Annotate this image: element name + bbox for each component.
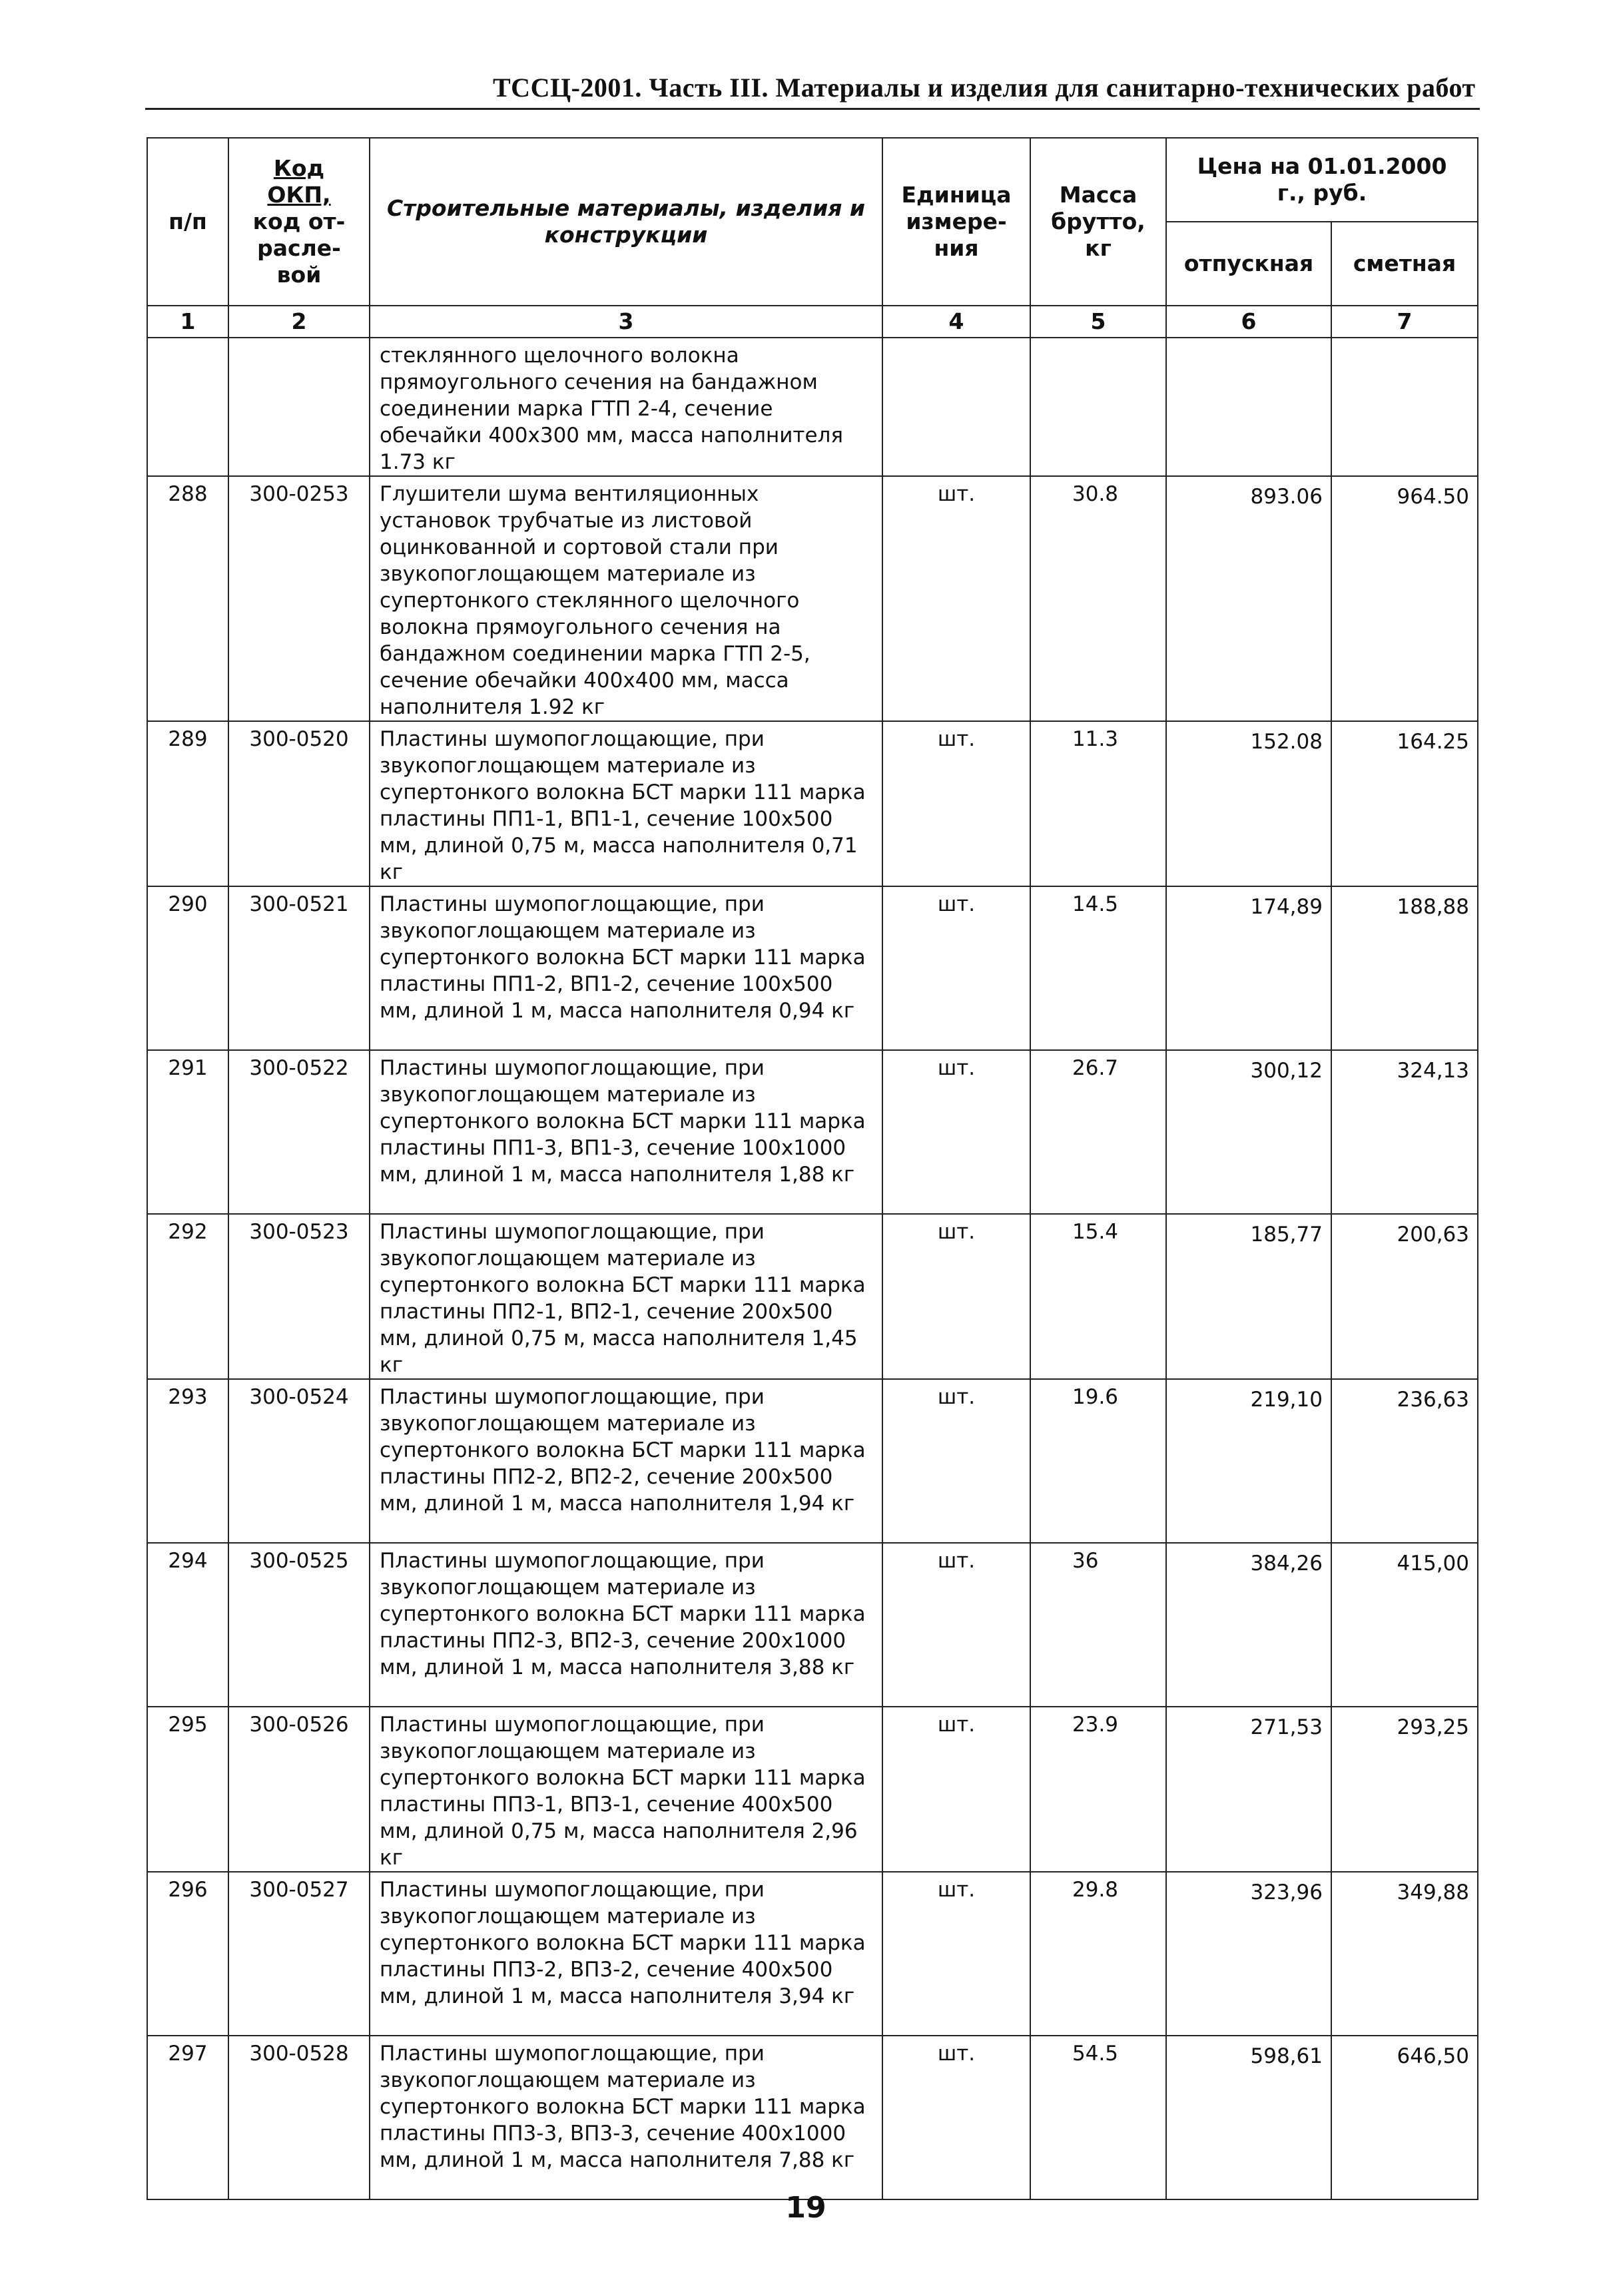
gross-mass: 11.3 bbox=[1030, 721, 1166, 886]
estimate-price: 164.25 bbox=[1331, 721, 1478, 886]
unit-of-measure: шт. bbox=[882, 1050, 1030, 1214]
column-number: 4 bbox=[882, 306, 1030, 338]
estimate-price: 200,63 bbox=[1331, 1214, 1478, 1379]
table-row bbox=[147, 1707, 1478, 1872]
okp-code: 300-0520 bbox=[228, 721, 370, 886]
release-price: 219,10 bbox=[1166, 1379, 1331, 1543]
release-price: 384,26 bbox=[1166, 1543, 1331, 1707]
column-number: 5 bbox=[1030, 306, 1166, 338]
continuation-description: стеклянного щелочного волокна прямоугольного сечения на бандажном соединении марка ГТП 2-4, сечение обечайки 400х300 мм, масса наполнителя 1.73 кг bbox=[370, 338, 882, 476]
material-description: Пластины шумопоглощающие, при звукопоглощающем материале из супертонкого волокна БСТ марки 111 марка пластины ПП3-1, ВП3-1, сечение 400х500 мм, длиной 0,75 м, масса наполнителя 2,96 кг bbox=[370, 1707, 882, 1872]
column-number: 1 bbox=[147, 306, 228, 338]
okp-code: 300-0525 bbox=[228, 1543, 370, 1707]
row-number: 293 bbox=[147, 1379, 228, 1543]
row-number: 289 bbox=[147, 721, 228, 886]
row-number: 288 bbox=[147, 476, 228, 721]
release-price: 598,61 bbox=[1166, 2036, 1331, 2199]
estimate-price: 188,88 bbox=[1331, 886, 1478, 1050]
material-description: Пластины шумопоглощающие, при звукопоглощающем материале из супертонкого волокна БСТ марки 111 марка пластины ПП1-1, ВП1-1, сечение 100х500 мм, длиной 0,75 м, масса наполнителя 0,71 кг bbox=[370, 721, 882, 886]
release-price: 271,53 bbox=[1166, 1707, 1331, 1872]
column-number: 3 bbox=[370, 306, 882, 338]
okp-code: 300-0521 bbox=[228, 886, 370, 1050]
column-number-row bbox=[147, 306, 1478, 338]
table-row bbox=[147, 886, 1478, 1050]
column-number: 6 bbox=[1166, 306, 1331, 338]
estimate-price: 646,50 bbox=[1331, 2036, 1478, 2199]
unit-of-measure: шт. bbox=[882, 1872, 1030, 2036]
table-row bbox=[147, 476, 1478, 721]
continuation-row bbox=[147, 338, 1478, 476]
unit-of-measure: шт. bbox=[882, 2036, 1030, 2199]
table-row bbox=[147, 1214, 1478, 1379]
okp-code: 300-0527 bbox=[228, 1872, 370, 2036]
okp-code: 300-0528 bbox=[228, 2036, 370, 2199]
estimate-price: 293,25 bbox=[1331, 1707, 1478, 1872]
row-number: 297 bbox=[147, 2036, 228, 2199]
unit-of-measure: шт. bbox=[882, 1543, 1030, 1707]
gross-mass: 19.6 bbox=[1030, 1379, 1166, 1543]
header-unit: Единица измере- ния bbox=[882, 138, 1030, 306]
header-price: Цена на 01.01.2000 г., руб. bbox=[1166, 138, 1478, 222]
header-row bbox=[147, 138, 1478, 222]
header-description: Строительные материалы, изделия и конструкции bbox=[370, 138, 882, 306]
header-code: Код ОКП, код от- расле- вой bbox=[228, 138, 370, 306]
okp-code: 300-0522 bbox=[228, 1050, 370, 1214]
gross-mass: 15.4 bbox=[1030, 1214, 1166, 1379]
row-number: 296 bbox=[147, 1872, 228, 2036]
column-number: 2 bbox=[228, 306, 370, 338]
material-description: Пластины шумопоглощающие, при звукопоглощающем материале из супертонкого волокна БСТ марки 111 марка пластины ПП2-3, ВП2-3, сечение 200х1000 мм, длиной 1 м, масса наполнителя 3,88 кг bbox=[370, 1543, 882, 1707]
estimate-price: 236,63 bbox=[1331, 1379, 1478, 1543]
unit-of-measure: шт. bbox=[882, 1214, 1030, 1379]
header-estimate-price: сметная bbox=[1331, 222, 1478, 306]
release-price: 174,89 bbox=[1166, 886, 1331, 1050]
table-row bbox=[147, 721, 1478, 886]
row-number: 291 bbox=[147, 1050, 228, 1214]
material-description: Пластины шумопоглощающие, при звукопоглощающем материале из супертонкого волокна БСТ марки 111 марка пластины ПП1-3, ВП1-3, сечение 100х1000 мм, длиной 1 м, масса наполнителя 1,88 кг bbox=[370, 1050, 882, 1214]
price-table bbox=[147, 137, 1478, 2200]
header-num: п/п bbox=[147, 138, 228, 306]
running-title: ТССЦ-2001. Часть III. Материалы и изделия для санитарно-технических работ bbox=[493, 73, 1476, 103]
table-row bbox=[147, 1872, 1478, 2036]
okp-code: 300-0526 bbox=[228, 1707, 370, 1872]
material-description: Пластины шумопоглощающие, при звукопоглощающем материале из супертонкого волокна БСТ марки 111 марка пластины ПП2-2, ВП2-2, сечение 200х500 мм, длиной 1 м, масса наполнителя 1,94 кг bbox=[370, 1379, 882, 1543]
gross-mass: 30.8 bbox=[1030, 476, 1166, 721]
table-row bbox=[147, 1543, 1478, 1707]
material-description: Пластины шумопоглощающие, при звукопоглощающем материале из супертонкого волокна БСТ марки 111 марка пластины ПП1-2, ВП1-2, сечение 100х500 мм, длиной 1 м, масса наполнителя 0,94 кг bbox=[370, 886, 882, 1050]
estimate-price: 415,00 bbox=[1331, 1543, 1478, 1707]
estimate-price: 349,88 bbox=[1331, 1872, 1478, 2036]
gross-mass: 29.8 bbox=[1030, 1872, 1166, 2036]
gross-mass: 36 bbox=[1030, 1543, 1166, 1707]
gross-mass: 54.5 bbox=[1030, 2036, 1166, 2199]
material-description: Глушители шума вентиляционных установок трубчатые из листовой оцинкованной и сортовой стали при звукопоглощающем материале из супертонкого стеклянного щелочного волокна прямоугольного сечения на бандажном соединении марка ГТП 2-5, сечение обечайки 400х400 мм, масса наполнителя 1.92 кг bbox=[370, 476, 882, 721]
material-description: Пластины шумопоглощающие, при звукопоглощающем материале из супертонкого волокна БСТ марки 111 марка пластины ПП2-1, ВП2-1, сечение 200х500 мм, длиной 0,75 м, масса наполнителя 1,45 кг bbox=[370, 1214, 882, 1379]
page-number: 19 bbox=[785, 2191, 826, 2225]
header-mass: Масса брутто, кг bbox=[1030, 138, 1166, 306]
material-description: Пластины шумопоглощающие, при звукопоглощающем материале из супертонкого волокна БСТ марки 111 марка пластины ПП3-3, ВП3-3, сечение 400х1000 мм, длиной 1 м, масса наполнителя 7,88 кг bbox=[370, 2036, 882, 2199]
gross-mass: 23.9 bbox=[1030, 1707, 1166, 1872]
okp-code: 300-0253 bbox=[228, 476, 370, 721]
unit-of-measure: шт. bbox=[882, 721, 1030, 886]
table-row bbox=[147, 2036, 1478, 2199]
unit-of-measure: шт. bbox=[882, 886, 1030, 1050]
gross-mass: 14.5 bbox=[1030, 886, 1166, 1050]
release-price: 185,77 bbox=[1166, 1214, 1331, 1379]
okp-code: 300-0524 bbox=[228, 1379, 370, 1543]
material-description: Пластины шумопоглощающие, при звукопоглощающем материале из супертонкого волокна БСТ марки 111 марка пластины ПП3-2, ВП3-2, сечение 400х500 мм, длиной 1 м, масса наполнителя 3,94 кг bbox=[370, 1872, 882, 2036]
header-release-price: отпускная bbox=[1166, 222, 1331, 306]
unit-of-measure: шт. bbox=[882, 476, 1030, 721]
estimate-price: 964.50 bbox=[1331, 476, 1478, 721]
table-row bbox=[147, 1050, 1478, 1214]
release-price: 300,12 bbox=[1166, 1050, 1331, 1214]
unit-of-measure: шт. bbox=[882, 1707, 1030, 1872]
unit-of-measure: шт. bbox=[882, 1379, 1030, 1543]
release-price: 323,96 bbox=[1166, 1872, 1331, 2036]
table-row bbox=[147, 1379, 1478, 1543]
row-number: 292 bbox=[147, 1214, 228, 1379]
estimate-price: 324,13 bbox=[1331, 1050, 1478, 1214]
row-number: 294 bbox=[147, 1543, 228, 1707]
release-price: 893.06 bbox=[1166, 476, 1331, 721]
okp-code: 300-0523 bbox=[228, 1214, 370, 1379]
row-number: 295 bbox=[147, 1707, 228, 1872]
release-price: 152.08 bbox=[1166, 721, 1331, 886]
column-number: 7 bbox=[1331, 306, 1478, 338]
row-number: 290 bbox=[147, 886, 228, 1050]
title-rule bbox=[145, 108, 1480, 110]
gross-mass: 26.7 bbox=[1030, 1050, 1166, 1214]
